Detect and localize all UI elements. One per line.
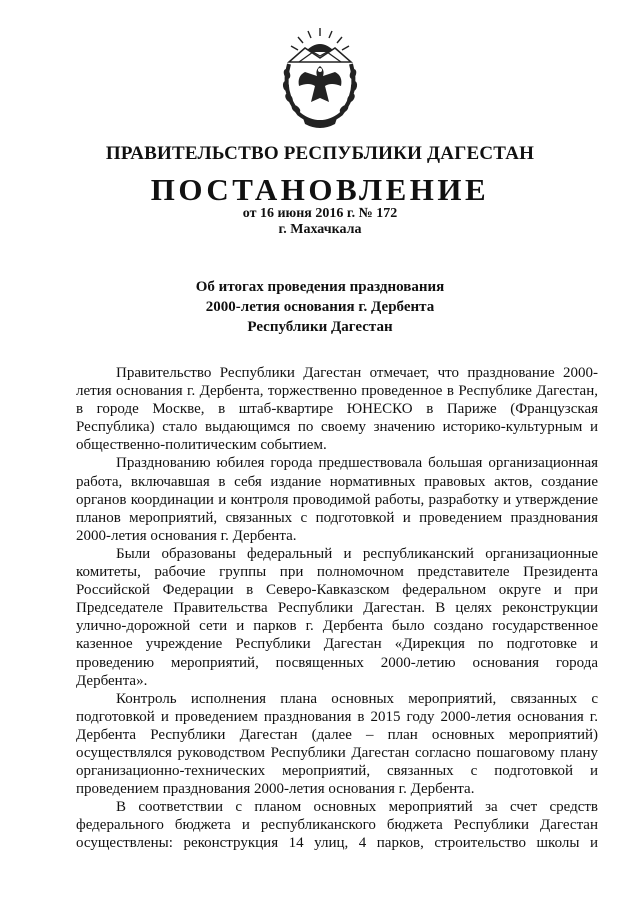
paragraph-4: Контроль исполнения плана основных мероприятий, связанных с подготовкой и проведением празднования в 2015 году 2000-летия основания г. Дербента Республики Дагестан (далее – план основных мероприятий) осуществлялся руководством Республики Дагестан согласно пошаговому плану организационно-технических мероприятий, связанных с подготовкой и проведением празднования 2000-летия основания г. Дербента.: [76, 690, 598, 798]
government-name: ПРАВИТЕЛЬСТВО РЕСПУБЛИКИ ДАГЕСТАН: [105, 143, 535, 164]
paragraph-2: Празднованию юбилея города предшествовала большая организационная работа, включавшая в себя издание нормативных правовых актов, создание органов координации и контроля проводимой работы, разработку и утверждение планов мероприятий, связанных с подготовкой и проведением празднования 2000-летия основания г. Дербента.: [76, 455, 598, 544]
paragraph-5: В соответствии с планом основных мероприятий за счет средств федерального бюджета и республиканского бюджета Республики Дагестан осуществлены: реконструкция 14 улиц, 4 парков, строительство школы и: [76, 799, 598, 852]
document-subject: [0, 277, 640, 337]
paragraph-1: Правительство Республики Дагестан отмечает, что празднование 2000-летия основания г. Дербента, торжественно проведенное в Республике Дагестан, в городе Москве, в штаб-квартире ЮНЕСКО в Париже (Французская Республика) стало выдающимся по своему значению историко-культурным и общественно-политическим событием.: [76, 365, 598, 454]
document-city: г. Махачкала: [278, 222, 362, 237]
subject-line-1: Об итогах проведения празднования: [195, 279, 445, 295]
document-type-title: ПОСТАНОВЛЕНИЕ: [150, 172, 490, 207]
subject-line-2: 2000-летия основания г. Дербента: [205, 299, 435, 315]
document-body: [76, 364, 598, 853]
document-date-number: от 16 июня 2016 г. № 172: [242, 206, 398, 221]
paragraph-3: Были образованы федеральный и республиканский организационные комитеты, рабочие группы при полномочном представителе Президента Российской Федерации в Северо-Кавказском федеральном округе и при Председателе Правительства Республики Дагестан. В целях реконструкции улично-дорожной сети и парков г. Дербента было создано государственное казенное учреждение Республики Дагестан «Дирекция по подготовке и проведению мероприятий, посвященных 2000-летию основания города Дербента».: [76, 545, 598, 689]
subject-line-3: Республики Дагестан: [247, 319, 393, 335]
coat-of-arms-emblem: [275, 22, 365, 132]
